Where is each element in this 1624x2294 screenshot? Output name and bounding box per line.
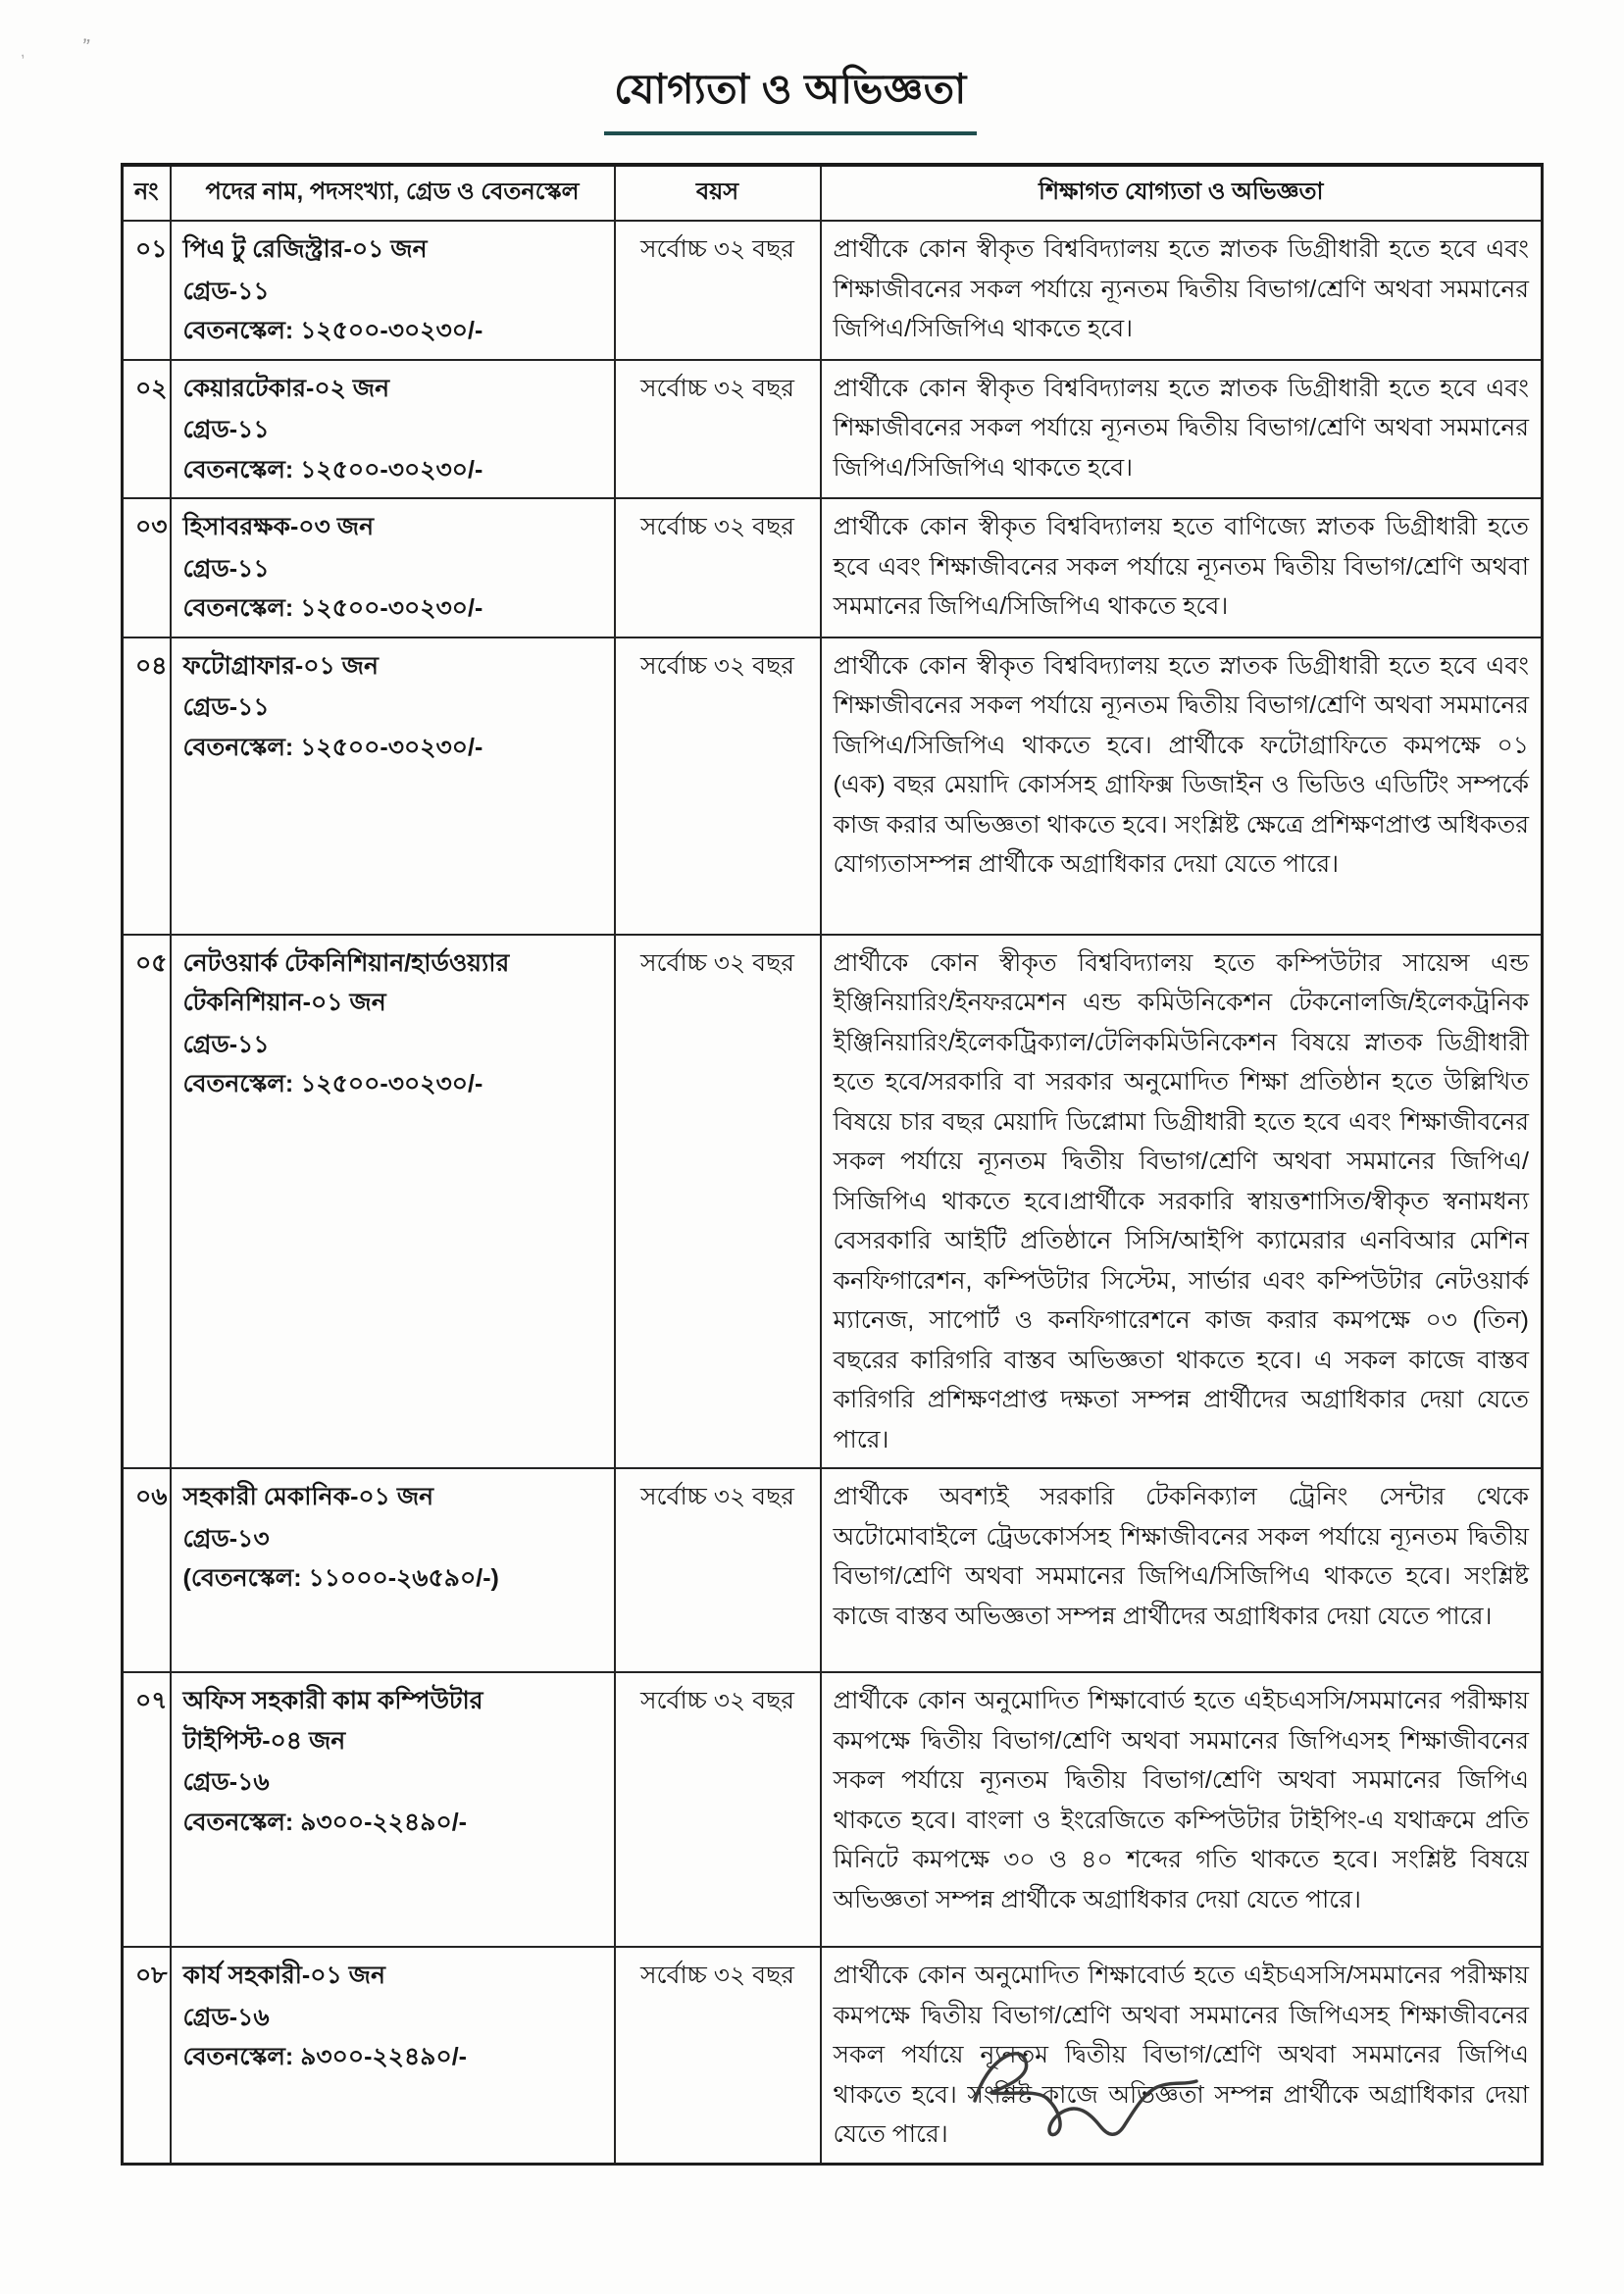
age-cell: সর্বোচ্চ ৩২ বছর — [615, 498, 821, 637]
qualification-cell: প্রার্থীকে কোন স্বীকৃত বিশ্ববিদ্যালয় হতে স্নাতক ডিগ্রীধারী হতে হবে এবং শিক্ষাজীবনের সকল পর্যায়ে ন্যূনতম দ্বিতীয় বিভাগ/শ্রেণি অথবা সমমানের জিপিএ/সিজিপিএ থাকতে হবে। — [821, 360, 1543, 499]
row-no: ০৮ — [123, 1947, 171, 2164]
table-row — [123, 221, 1543, 360]
post-name: ফটোগ্রাফার-০১ জন — [182, 651, 379, 680]
post-name: পিএ টু রেজিস্ট্রার-০১ জন — [182, 235, 428, 263]
scan-artifact: „ — [81, 21, 94, 47]
post-cell — [171, 1468, 615, 1672]
header-qualification: শিক্ষাগত যোগ্যতা ও অভিজ্ঞতা — [821, 165, 1543, 221]
header-post: পদের নাম, পদসংখ্যা, গ্রেড ও বেতনস্কেল — [171, 165, 615, 221]
header-age: বয়স — [615, 165, 821, 221]
table-row — [123, 1947, 1543, 2164]
row-no: ০২ — [123, 360, 171, 499]
row-no: ০৫ — [123, 935, 171, 1469]
qualification-table — [121, 163, 1544, 2166]
post-name: নেটওয়ার্ক টেকনিশিয়ান/হার্ডওয়্যার টেকনিশিয়ান-০১ জন — [182, 948, 510, 1016]
post-cell — [171, 498, 615, 637]
age-cell: সর্বোচ্চ ৩২ বছর — [615, 1468, 821, 1672]
age-cell: সর্বোচ্চ ৩২ বছর — [615, 1947, 821, 2164]
post-name: অফিস সহকারী কাম কম্পিউটার টাইপিস্ট-০৪ জন — [182, 1687, 483, 1755]
scan-artifact: ’ — [20, 50, 27, 72]
table-row — [123, 637, 1543, 935]
table-row — [123, 935, 1543, 1469]
table-row — [123, 1672, 1543, 1947]
page-title: যোগ্যতা ও অভিজ্ঞতা — [604, 57, 977, 135]
post-pay-scale: বেতনস্কেল: ১২৫০০-৩০২৩০/- — [182, 1070, 483, 1097]
age-cell: সর্বোচ্চ ৩২ বছর — [615, 935, 821, 1469]
qualification-cell: প্রার্থীকে কোন স্বীকৃত বিশ্ববিদ্যালয় হতে স্নাতক ডিগ্রীধারী হতে হবে এবং শিক্ষাজীবনের সকল পর্যায়ে ন্যূনতম দ্বিতীয় বিভাগ/শ্রেণি অথবা সমমানের জিপিএ/সিজিপিএ থাকতে হবে। প্রার্থীকে ফটোগ্রাফিতে কমপক্ষে ০১ (এক) বছর মেয়াদি কোর্সসহ গ্রাফিক্স ডিজাইন ও ভিডিও এডিটিং সম্পর্কে কাজ করার অভিজ্ঞতা থাকতে হবে। সংশ্লিষ্ট ক্ষেত্রে প্রশিক্ষণপ্রাপ্ত অধিকতর যোগ্যতাসম্পন্ন প্রার্থীকে অগ্রাধিকার দেয়া যেতে পারে। — [821, 637, 1543, 935]
post-cell — [171, 1672, 615, 1947]
post-cell — [171, 360, 615, 499]
row-no: ০৭ — [123, 1672, 171, 1947]
post-name: সহকারী মেকানিক-০১ জন — [182, 1483, 434, 1510]
title-wrap — [0, 0, 1624, 135]
post-name: হিসাবরক্ষক-০৩ জন — [182, 513, 375, 540]
post-grade: গ্রেড-১১ — [182, 1030, 270, 1058]
age-cell: সর্বোচ্চ ৩২ বছর — [615, 637, 821, 935]
post-cell — [171, 221, 615, 360]
table-row — [123, 360, 1543, 499]
qualification-cell: প্রার্থীকে কোন স্বীকৃত বিশ্ববিদ্যালয় হতে কম্পিউটার সায়েন্স এন্ড ইঞ্জিনিয়ারিং/ইনফরমেশন এন্ড কমিউনিকেশন টেকনোলজি/ইলেকট্রনিক ইঞ্জিনিয়ারিং/ইলেকট্রিক্যাল/টেলিকমিউনিকেশন বিষয়ে স্নাতক ডিগ্রীধারী হতে হবে/সরকারি বা সরকার অনুমোদিত শিক্ষা প্রতিষ্ঠান হতে উল্লিখিত বিষয়ে চার বছর মেয়াদি ডিপ্লোমা ডিগ্রীধারী হতে হবে এবং শিক্ষাজীবনের সকল পর্যায়ে ন্যূনতম দ্বিতীয় বিভাগ/শ্রেণি অথবা সমমানের জিপিএ/সিজিপিএ থাকতে হবে।প্রার্থীকে সরকারি স্বায়ত্তশাসিত/স্বীকৃত স্বনামধন্য বেসরকারি আইটি প্রতিষ্ঠানে সিসি/আইপি ক্যামেরার এনবিআর মেশিন কনফিগারেশন, কম্পিউটার সিস্টেম, সার্ভার এবং কম্পিউটার নেটওয়ার্ক ম্যানেজ, সাপোর্ট ও কনফিগারেশনে কাজ করার কমপক্ষে ০৩ (তিন) বছরের কারিগরি বাস্তব অভিজ্ঞতা থাকতে হবে। এ সকল কাজে বাস্তব কারিগরি প্রশিক্ষণপ্রাপ্ত দক্ষতা সম্পন্ন প্রার্থীদের অগ্রাধিকার দেয়া যেতে পারে। — [821, 935, 1543, 1469]
post-pay-scale: বেতনস্কেল: ৯৩০০-২২৪৯০/- — [182, 1808, 467, 1836]
qualification-cell: প্রার্থীকে অবশ্যই সরকারি টেকনিক্যাল ট্রেনিং সেন্টার থেকে অটোমোবাইলে ট্রেডকোর্সসহ শিক্ষাজীবনের সকল পর্যায়ে ন্যূনতম দ্বিতীয় বিভাগ/শ্রেণি অথবা সমমানের জিপিএ/সিজিপিএ থাকতে হবে। সংশ্লিষ্ট কাজে বাস্তব অভিজ্ঞতা সম্পন্ন প্রার্থীদের অগ্রাধিকার দেয়া যেতে পারে। — [821, 1468, 1543, 1672]
qualification-cell: প্রার্থীকে কোন অনুমোদিত শিক্ষাবোর্ড হতে এইচএসসি/সমমানের পরীক্ষায় কমপক্ষে দ্বিতীয় বিভাগ/শ্রেণি অথবা সমমানের জিপিএসহ শিক্ষাজীবনের সকল পর্যায়ে ন্যূনতম দ্বিতীয় বিভাগ/শ্রেণি অথবা সমমানের জিপিএ থাকতে হবে। বাংলা ও ইংরেজিতে কম্পিউটার টাইপিং-এ যথাক্রমে প্রতি মিনিটে কমপক্ষে ৩০ ও ৪০ শব্দের গতি থাকতে হবে। সংশ্লিষ্ট বিষয়ে অভিজ্ঞতা সম্পন্ন প্রার্থীকে অগ্রাধিকার দেয়া যেতে পারে। — [821, 1672, 1543, 1947]
post-cell — [171, 637, 615, 935]
post-grade: গ্রেড-১১ — [182, 693, 270, 721]
post-pay-scale: বেতনস্কেল: ১২৫০০-৩০২৩০/- — [182, 455, 483, 484]
post-cell — [171, 1947, 615, 2164]
post-grade: গ্রেড-১৬ — [182, 1768, 270, 1796]
row-no: ০৬ — [123, 1468, 171, 1672]
post-pay-scale: বেতনস্কেল: ১২৫০০-৩০২৩০/- — [182, 594, 483, 622]
age-cell: সর্বোচ্চ ৩২ বছর — [615, 360, 821, 499]
table-row — [123, 498, 1543, 637]
post-grade: গ্রেড-১৬ — [182, 2003, 270, 2031]
qualification-cell: প্রার্থীকে কোন স্বীকৃত বিশ্ববিদ্যালয় হতে বাণিজ্যে স্নাতক ডিগ্রীধারী হতে হবে এবং শিক্ষাজীবনের সকল পর্যায়ে ন্যূনতম দ্বিতীয় বিভাগ/শ্রেণি অথবা সমমানের জিপিএ/সিজিপিএ থাকতে হবে। — [821, 498, 1543, 637]
post-grade: গ্রেড-১১ — [182, 277, 270, 305]
post-pay-scale: বেতনস্কেল: ৯৩০০-২২৪৯০/- — [182, 2043, 467, 2070]
post-name: কার্য সহকারী-০১ জন — [182, 1962, 385, 1989]
post-pay-scale: (বেতনস্কেল: ১১০০০-২৬৫৯০/-) — [182, 1564, 499, 1592]
post-pay-scale: বেতনস্কেল: ১২৫০০-৩০২৩০/- — [182, 733, 483, 761]
post-name: কেয়ারটেকার-০২ জন — [182, 374, 390, 402]
age-cell: সর্বোচ্চ ৩২ বছর — [615, 221, 821, 360]
table-header-row — [123, 165, 1543, 221]
header-no: নং — [123, 165, 171, 221]
post-cell — [171, 935, 615, 1469]
qualification-cell: প্রার্থীকে কোন অনুমোদিত শিক্ষাবোর্ড হতে এইচএসসি/সমমানের পরীক্ষায় কমপক্ষে দ্বিতীয় বিভাগ/শ্রেণি অথবা সমমানের জিপিএসহ শিক্ষাজীবনের সকল পর্যায়ে ন্যূনতম দ্বিতীয় বিভাগ/শ্রেণি অথবা সমমানের জিপিএ থাকতে হবে। সংশ্লিষ্ট কাজে অভিজ্ঞতা সম্পন্ন প্রার্থীকে অগ্রাধিকার দেয়া যেতে পারে। — [821, 1947, 1543, 2164]
row-no: ০৩ — [123, 498, 171, 637]
row-no: ০১ — [123, 221, 171, 360]
post-grade: গ্রেড-১১ — [182, 416, 270, 443]
age-cell: সর্বোচ্চ ৩২ বছর — [615, 1672, 821, 1947]
table-row — [123, 1468, 1543, 1672]
post-pay-scale: বেতনস্কেল: ১২৫০০-৩০২৩০/- — [182, 317, 483, 344]
handwritten-signature — [961, 2032, 1206, 2160]
qualification-cell: প্রার্থীকে কোন স্বীকৃত বিশ্ববিদ্যালয় হতে স্নাতক ডিগ্রীধারী হতে হবে এবং শিক্ষাজীবনের সকল পর্যায়ে ন্যূনতম দ্বিতীয় বিভাগ/শ্রেণি অথবা সমমানের জিপিএ/সিজিপিএ থাকতে হবে। — [821, 221, 1543, 360]
post-grade: গ্রেড-১৩ — [182, 1524, 270, 1553]
post-grade: গ্রেড-১১ — [182, 554, 270, 583]
row-no: ০৪ — [123, 637, 171, 935]
